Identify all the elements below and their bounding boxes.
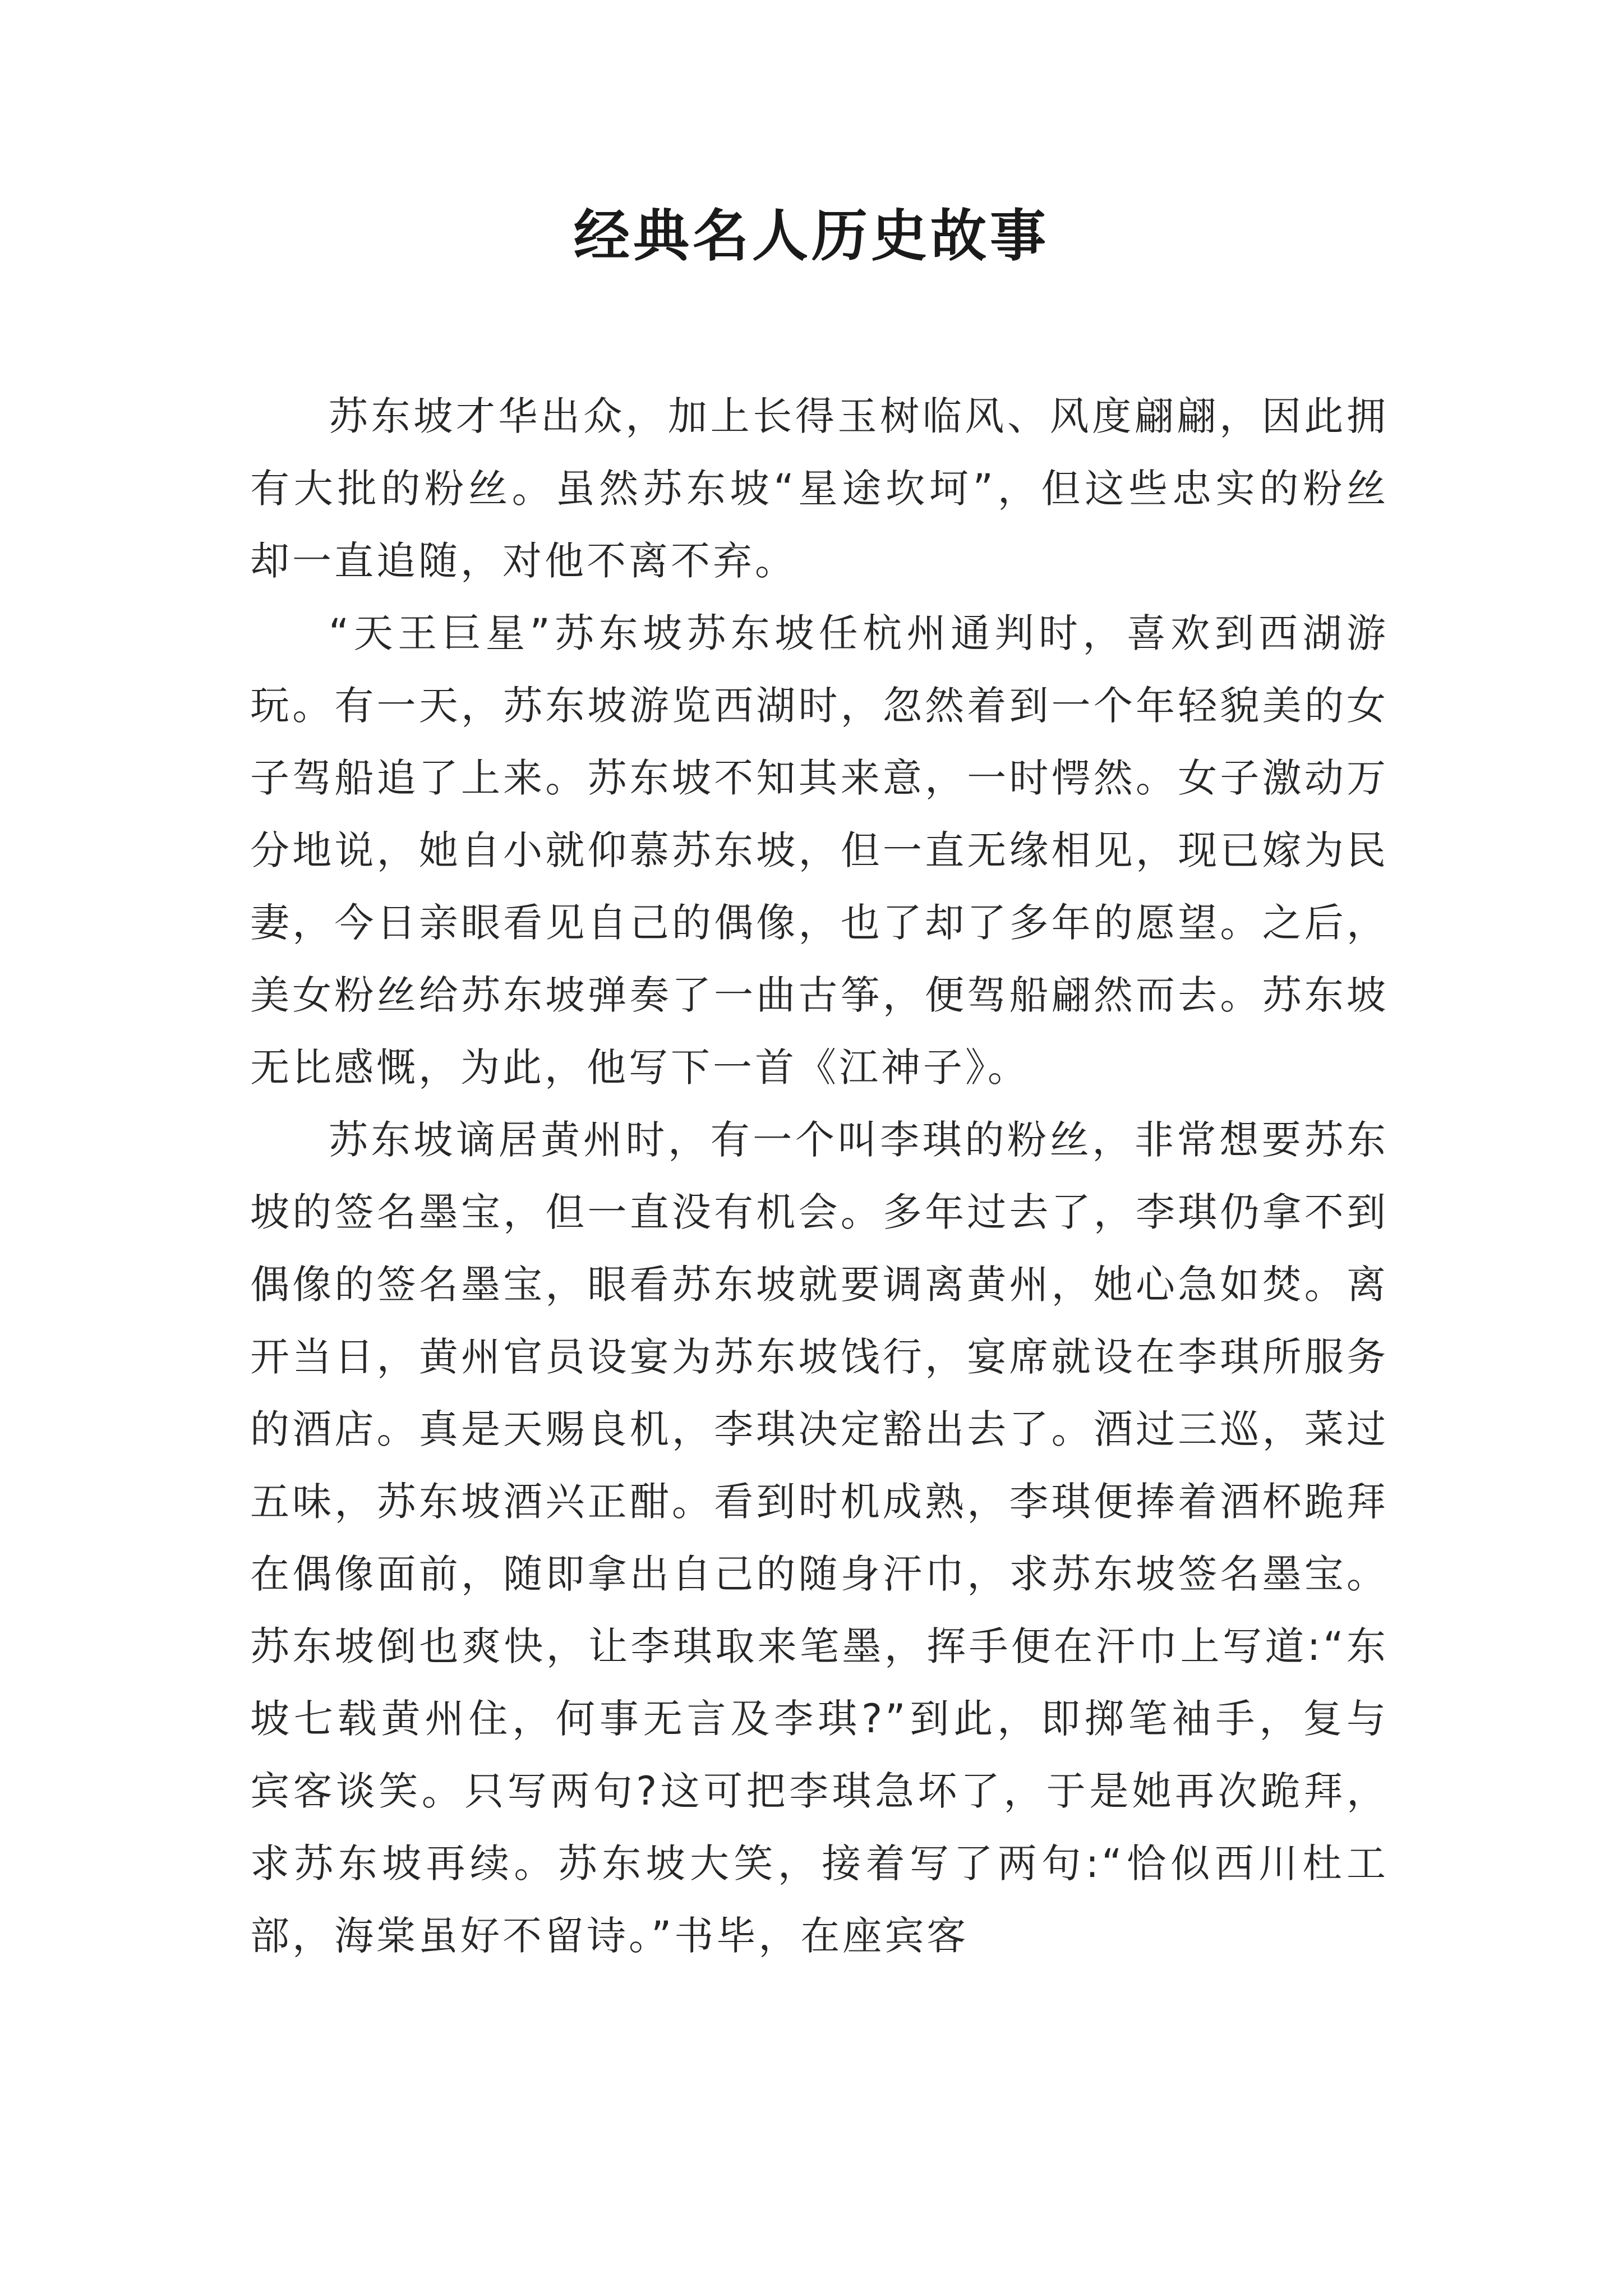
paragraph-2: “天王巨星”苏东坡苏东坡任杭州通判时，喜欢到西湖游玩。有一天，苏东坡游览西湖时，忽然着到一个年轻貌美的女子驾船追了上来。苏东坡不知其来意，一时愕然。女子激动万分地说，她自小就仰慕苏东坡，但一直无缘相见，现已嫁为民妻，今日亲眼看见自己的偶像，也了却了多年的愿望。之后，美女粉丝给苏东坡弹奏了一曲古筝，便驾船翩然而去。苏东坡无比感慨，为此，他写下一首《江神子》。 [250, 610, 1389, 1091]
document-body [250, 380, 1389, 1972]
paragraph-1: 苏东坡才华出众，加上长得玉树临风、风度翩翩，因此拥有大批的粉丝。虽然苏东坡“星途坎坷”，但这些忠实的粉丝却一直追随，对他不离不弃。 [250, 393, 1389, 584]
paragraph-3: 苏东坡谪居黄州时，有一个叫李琪的粉丝，非常想要苏东坡的签名墨宝，但一直没有机会。多年过去了，李琪仍拿不到偶像的签名墨宝，眼看苏东坡就要调离黄州，她心急如焚。离开当日，黄州官员设宴为苏东坡饯行，宴席就设在李琪所服务的酒店。真是天赐良机，李琪决定豁出去了。酒过三巡，菜过五味，苏东坡酒兴正酣。看到时机成熟，李琪便捧着酒杯跪拜在偶像面前，随即拿出自己的随身汗巾，求苏东坡签名墨宝。苏东坡倒也爽快，让李琪取来笔墨，挥手便在汗巾上写道:“东坡七载黄州住，何事无言及李琪?”到此，即掷笔袖手，复与宾客谈笑。只写两句?这可把李琪急坏了，于是她再次跪拜，求苏东坡再续。苏东坡大笑，接着写了两句:“恰似西川杜工部，海棠虽好不留诗。”书毕，在座宾客 [250, 1117, 1389, 1959]
document-title: 经典名人历史故事 [574, 203, 1049, 269]
